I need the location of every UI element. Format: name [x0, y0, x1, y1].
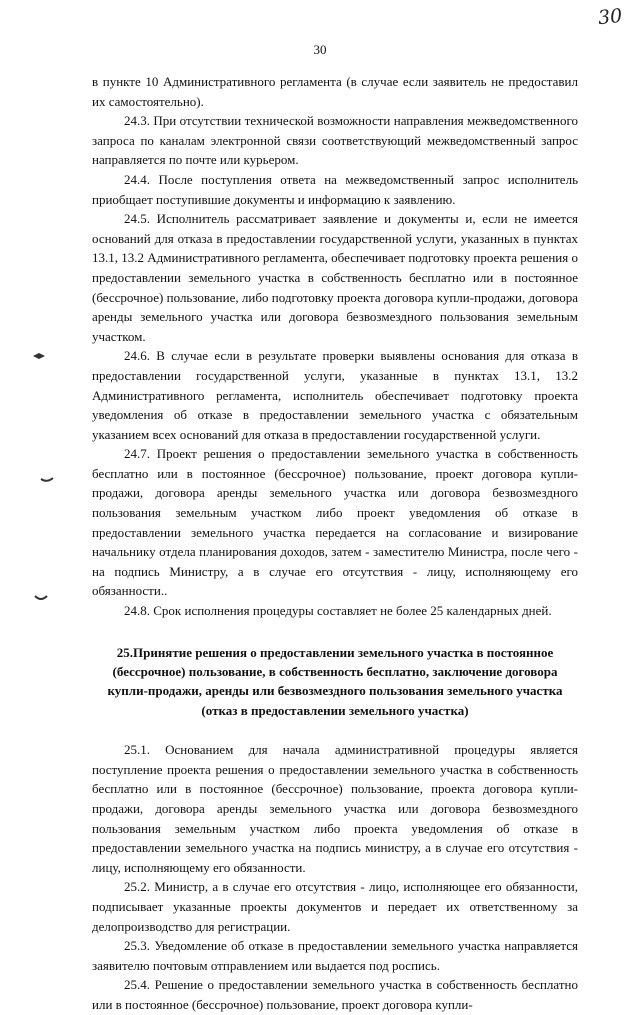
document-body [92, 72, 578, 1015]
paragraph-24-8: 24.8. Срок исполнения процедуры составляет не более 25 календарных дней. [124, 603, 552, 619]
margin-mark-1 [32, 352, 46, 360]
paragraph-25-1: 25.1. Основанием для начала административной процедуры является поступление проекта решения о предоставлении земельного участка в собственность бесплатно или в постоянное (бессрочное) пользование, проекта договора купли-продажи, договора аренды земельного участка или договора безвозмездного пользования земельным участком либо проекта уведомления об отказе в предоставлении земельного участка на подпись министру, а в случае его отсутствия - лицу, исполняющему его обязанности. [92, 742, 578, 875]
paragraph-24-6: 24.6. В случае если в результате проверки выявлены основания для отказа в предоставлении государственной услуги, указанные в пунктах 13.1, 13.2 Административного регламента, исполнитель обеспечивает подготовку проекта уведомления об отказе в предоставлении земельного участка с обязательным указанием всех оснований для отказа в предоставлении государственной услуги. [92, 348, 578, 442]
paragraph-24-3: 24.3. При отсутствии технической возможности направления межведомственного запроса по каналам электронной связи соответствующий межведомственный запрос направляется по почте или курьером. [92, 113, 578, 168]
paragraph-24-5: 24.5. Исполнитель рассматривает заявление и документы и, если не имеется оснований для отказа в предоставлении государственной услуги, указанных в пунктах 13.1, 13.2 Административного регламента, обеспечивает подготовку проекта решения о предоставлении земельного участка в собственность бесплатно или в постоянное (бессрочное) пользование, либо подготовку проекта договора купли-продажи, договора аренды земельного участка или договора безвозмездного пользования земельным участком. [92, 211, 578, 344]
paragraph-25-2: 25.2. Министр, а в случае его отсутствия - лицо, исполняющее его обязанности, подписывает указанные проекты документов и передает их ответственному за делопроизводство для регистрации. [92, 879, 578, 934]
paragraph-25-3: 25.3. Уведомление об отказе в предоставлении земельного участка направляется заявителю почтовым отправлением или выдается под роспись. [92, 938, 578, 973]
paragraph-24-7: 24.7. Проект решения о предоставлении земельного участка в собственность бесплатно или в постоянное (бессрочное) пользование, проект договора купли-продажи, договора аренды земельного участка или договора безвозмездного пользования земельным участком либо проект уведомления об отказе в предоставлении земельного участка передается на согласование и визирование начальнику отдела планирования доходов, затем - заместителю Министра, после чего - на подпись Министру, а в случае его отсутствия - лицу, исполняющему его обязанности.. [92, 446, 578, 599]
section-heading: 25.Принятие решения о предоставлении земельного участка в постоянное (бессрочное) пользование, в собственность бесплатно, заключение договора купли-продажи, аренды или безвозмездного пользования земельного участка (отказ в предоставлении земельного участка) [107, 644, 563, 718]
paragraph-24-4: 24.4. После поступления ответа на межведомственный запрос исполнитель приобщает поступившие документы и информацию к заявлению. [92, 171, 578, 207]
page-number: 30 [313, 42, 327, 57]
margin-mark-2 [40, 476, 54, 484]
paragraph-25-4: 25.4. Решение о предоставлении земельного участка в собственность бесплатно или в постоянное (бессрочное) пользование, проект договора купли- [92, 977, 578, 1012]
margin-mark-3 [34, 594, 48, 602]
handwritten-page-number: 30 [596, 4, 624, 30]
paragraph: в пункте 10 Административного регламента (в случае если заявитель не предоставил их самостоятельно). [92, 74, 578, 109]
